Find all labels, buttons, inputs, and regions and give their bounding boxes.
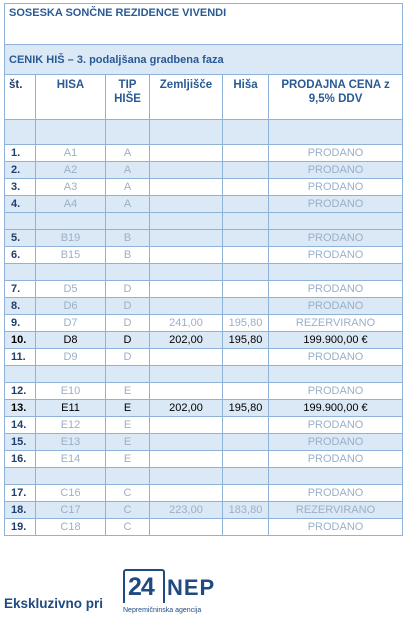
table-row	[5, 162, 403, 179]
empty-cell	[150, 468, 223, 485]
logo-brand: NEP	[167, 575, 216, 600]
house-area	[223, 230, 269, 247]
row-number: 9.	[5, 315, 36, 332]
table-row	[5, 179, 403, 196]
row-number: 13.	[5, 400, 36, 417]
house-id: D8	[36, 332, 106, 349]
empty-cell	[106, 468, 150, 485]
house-type: D	[106, 349, 150, 366]
row-number: 1.	[5, 145, 36, 162]
empty-cell	[5, 120, 36, 145]
house-area	[223, 417, 269, 434]
price-cell: 199.900,00 €	[269, 332, 403, 349]
house-type: E	[106, 417, 150, 434]
house-type: E	[106, 451, 150, 468]
table-subtitle: CENIK HIŠ – 3. podaljšana gradbena faza	[5, 45, 403, 75]
empty-cell	[5, 213, 36, 230]
house-area	[223, 179, 269, 196]
house-type: A	[106, 179, 150, 196]
house-id: E11	[36, 400, 106, 417]
house-id: A4	[36, 196, 106, 213]
house-type: D	[106, 332, 150, 349]
price-list-sheet	[4, 3, 402, 536]
price-cell: REZERVIRANO	[269, 315, 403, 332]
house-type: D	[106, 281, 150, 298]
house-area: 195,80	[223, 332, 269, 349]
house-type: A	[106, 162, 150, 179]
row-number: 8.	[5, 298, 36, 315]
price-cell: PRODANO	[269, 179, 403, 196]
subtitle-row	[5, 45, 403, 75]
header-row	[5, 75, 403, 120]
separator-row	[5, 264, 403, 281]
table-row	[5, 315, 403, 332]
house-id: D9	[36, 349, 106, 366]
empty-cell	[269, 120, 403, 145]
separator-row	[5, 213, 403, 230]
land-area	[150, 281, 223, 298]
empty-cell	[36, 213, 106, 230]
price-cell: PRODANO	[269, 383, 403, 400]
empty-cell	[36, 366, 106, 383]
table-row	[5, 502, 403, 519]
table-row	[5, 247, 403, 264]
empty-cell	[5, 468, 36, 485]
house-type: B	[106, 230, 150, 247]
empty-cell	[106, 213, 150, 230]
price-cell: PRODANO	[269, 247, 403, 264]
house-type: A	[106, 196, 150, 213]
house-id: C17	[36, 502, 106, 519]
house-type: C	[106, 502, 150, 519]
house-id: C16	[36, 485, 106, 502]
column-header-hisa-m2: Hiša	[223, 75, 269, 120]
price-cell: PRODANO	[269, 485, 403, 502]
empty-cell	[269, 366, 403, 383]
house-id: E14	[36, 451, 106, 468]
row-number: 6.	[5, 247, 36, 264]
house-type: A	[106, 145, 150, 162]
price-cell: PRODANO	[269, 349, 403, 366]
land-area	[150, 349, 223, 366]
empty-cell	[106, 264, 150, 281]
row-number: 4.	[5, 196, 36, 213]
empty-cell	[223, 213, 269, 230]
table-row	[5, 451, 403, 468]
house-area	[223, 349, 269, 366]
empty-cell	[223, 120, 269, 145]
price-cell: 199.900,00 €	[269, 400, 403, 417]
footer-text: Ekskluzivno pri	[4, 596, 104, 611]
house-area	[223, 434, 269, 451]
house-id: A1	[36, 145, 106, 162]
spacer-row	[5, 120, 403, 145]
house-area	[223, 451, 269, 468]
row-number: 10.	[5, 332, 36, 349]
price-cell: PRODANO	[269, 298, 403, 315]
separator-row	[5, 468, 403, 485]
house-id: D6	[36, 298, 106, 315]
empty-cell	[36, 468, 106, 485]
column-header-price: PRODAJNA CENA z 9,5% DDV	[269, 75, 403, 120]
house-area	[223, 196, 269, 213]
house-area	[223, 519, 269, 536]
table-row	[5, 417, 403, 434]
house-area	[223, 298, 269, 315]
empty-cell	[223, 468, 269, 485]
house-type: D	[106, 298, 150, 315]
land-area	[150, 519, 223, 536]
house-type: E	[106, 400, 150, 417]
row-number: 2.	[5, 162, 36, 179]
land-area	[150, 434, 223, 451]
footer	[4, 565, 402, 620]
land-area	[150, 179, 223, 196]
empty-cell	[150, 366, 223, 383]
land-area: 202,00	[150, 332, 223, 349]
row-number: 14.	[5, 417, 36, 434]
empty-cell	[223, 366, 269, 383]
column-header-tip: TIP HIŠE	[106, 75, 150, 120]
table-row	[5, 196, 403, 213]
land-area	[150, 247, 223, 264]
house-id: A3	[36, 179, 106, 196]
land-area	[150, 230, 223, 247]
house-type: E	[106, 434, 150, 451]
house-id: C18	[36, 519, 106, 536]
logo-tagline: Nepremičninska agencija	[123, 607, 202, 614]
land-area	[150, 298, 223, 315]
house-type: C	[106, 519, 150, 536]
empty-cell	[269, 264, 403, 281]
house-type: D	[106, 315, 150, 332]
price-cell: PRODANO	[269, 281, 403, 298]
house-area	[223, 485, 269, 502]
column-header-nr: št.	[5, 75, 36, 120]
table-row	[5, 434, 403, 451]
row-number: 18.	[5, 502, 36, 519]
logo-number: 24	[128, 573, 154, 601]
empty-cell	[269, 468, 403, 485]
empty-cell	[150, 120, 223, 145]
house-type: E	[106, 383, 150, 400]
house-id: A2	[36, 162, 106, 179]
price-list-table	[4, 3, 403, 536]
table-row	[5, 400, 403, 417]
table-row	[5, 230, 403, 247]
land-area	[150, 162, 223, 179]
house-area	[223, 162, 269, 179]
land-area	[150, 196, 223, 213]
empty-cell	[150, 213, 223, 230]
house-area: 195,80	[223, 315, 269, 332]
house-area: 183,80	[223, 502, 269, 519]
table-row	[5, 485, 403, 502]
house-area	[223, 281, 269, 298]
house-type: B	[106, 247, 150, 264]
row-number: 15.	[5, 434, 36, 451]
price-cell: PRODANO	[269, 230, 403, 247]
empty-cell	[36, 120, 106, 145]
separator-row	[5, 366, 403, 383]
column-header-zemljisce: Zemljišče	[150, 75, 223, 120]
house-area	[223, 247, 269, 264]
house-id: B15	[36, 247, 106, 264]
column-header-hisa: HISA	[36, 75, 106, 120]
land-area	[150, 417, 223, 434]
table-row	[5, 519, 403, 536]
price-cell: PRODANO	[269, 417, 403, 434]
empty-cell	[5, 264, 36, 281]
land-area	[150, 383, 223, 400]
empty-cell	[150, 264, 223, 281]
house-area	[223, 383, 269, 400]
land-area	[150, 485, 223, 502]
logo-house-icon	[123, 569, 165, 603]
house-area	[223, 145, 269, 162]
empty-cell	[36, 264, 106, 281]
price-cell: PRODANO	[269, 451, 403, 468]
row-number: 17.	[5, 485, 36, 502]
title-row	[5, 4, 403, 45]
table-row	[5, 145, 403, 162]
land-area: 223,00	[150, 502, 223, 519]
house-id: E12	[36, 417, 106, 434]
house-id: D5	[36, 281, 106, 298]
row-number: 16.	[5, 451, 36, 468]
table-row	[5, 332, 403, 349]
table-row	[5, 298, 403, 315]
price-cell: PRODANO	[269, 196, 403, 213]
house-id: E10	[36, 383, 106, 400]
empty-cell	[106, 366, 150, 383]
house-id: D7	[36, 315, 106, 332]
row-number: 12.	[5, 383, 36, 400]
price-cell: REZERVIRANO	[269, 502, 403, 519]
price-cell: PRODANO	[269, 434, 403, 451]
empty-cell	[223, 264, 269, 281]
price-cell: PRODANO	[269, 145, 403, 162]
agency-logo	[123, 569, 223, 619]
row-number: 11.	[5, 349, 36, 366]
land-area	[150, 145, 223, 162]
table-row	[5, 349, 403, 366]
empty-cell	[5, 366, 36, 383]
table-title: SOSESKA SONČNE REZIDENCE VIVENDI	[5, 4, 403, 45]
land-area: 241,00	[150, 315, 223, 332]
price-cell: PRODANO	[269, 162, 403, 179]
table-row	[5, 383, 403, 400]
house-id: E13	[36, 434, 106, 451]
house-id: B19	[36, 230, 106, 247]
land-area: 202,00	[150, 400, 223, 417]
empty-cell	[106, 120, 150, 145]
row-number: 7.	[5, 281, 36, 298]
price-cell: PRODANO	[269, 519, 403, 536]
house-type: C	[106, 485, 150, 502]
house-area: 195,80	[223, 400, 269, 417]
row-number: 3.	[5, 179, 36, 196]
table-row	[5, 281, 403, 298]
row-number: 5.	[5, 230, 36, 247]
row-number: 19.	[5, 519, 36, 536]
empty-cell	[269, 213, 403, 230]
land-area	[150, 451, 223, 468]
